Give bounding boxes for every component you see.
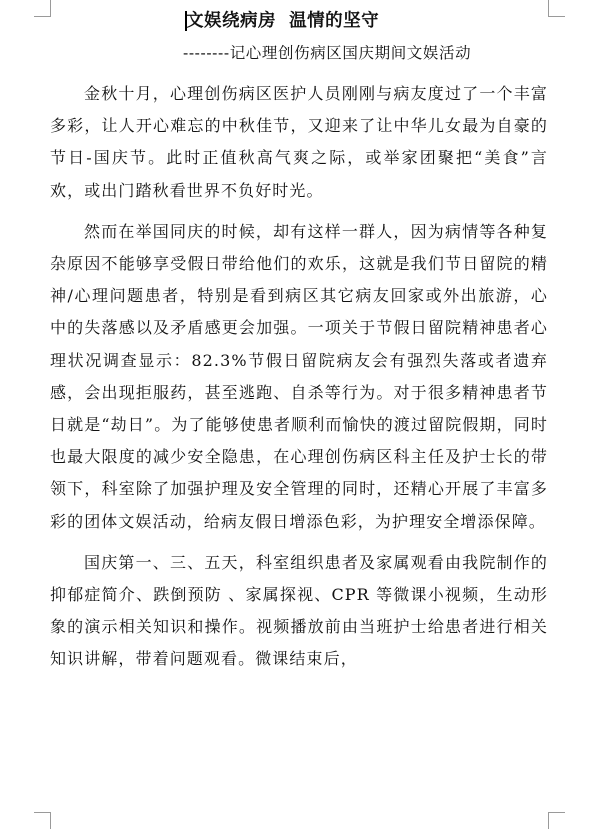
document-title-text: 文娱绕病房 温情的坚守 — [186, 11, 380, 31]
text-cursor — [185, 11, 187, 31]
document-title — [50, 8, 548, 34]
document-body[interactable] — [50, 8, 548, 676]
margin-corner-mark — [548, 0, 565, 17]
paragraph-2: 然而在举国同庆的时候，却有这样一群人，因为病情等各种复杂原因不能够享受假日带给他们的欢乐，这就是我们节日留院的精神/心理问题患者，特别是看到病区其它病友回家或外出旅游，心中的失落感以及矛盾感更会加强。一项关于节假日留院精神患者心理状况调查显示：82.3%节假日留院病友会有强烈失落或者遗弃感，会出现拒服药，甚至逃跑、自杀等行为。对于很多精神患者节日就是“劫日”。为了能够使患者顺利而愉快的渡过留院假期，同时也最大限度的减少安全隐患，在心理创伤病区科主任及护士长的带领下，科室除了加强护理及安全管理的同时，还精心开展了丰富多彩的团体文娱活动，给病友假日增添色彩，为护理安全增添保障。 — [50, 221, 548, 531]
document-subtitle: --------记心理创伤病区国庆期间文娱活动 — [183, 44, 472, 62]
margin-corner-mark — [548, 812, 565, 829]
paragraph-3: 国庆第一、三、五天，科室组织患者及家属观看由我院制作的抑郁症简介、跌倒预防 、家属探视、CPR 等微课小视频，生动形象的演示相关知识和操作。视频播放前由当班护士给患者进行相关知识讲解，带着问题观看。微课结束后， — [50, 552, 548, 669]
margin-corner-mark — [34, 812, 51, 829]
paragraph-1: 金秋十月，心理创伤病区医护人员刚刚与病友度过了一个丰富多彩，让人开心难忘的中秋佳节，又迎来了让中华儿女最为自豪的节日-国庆节。此时正值秋高气爽之际，或举家团聚把“美食”言欢，或出门踏秋看世界不负好时光。 — [50, 84, 548, 200]
margin-corner-mark — [34, 0, 51, 17]
